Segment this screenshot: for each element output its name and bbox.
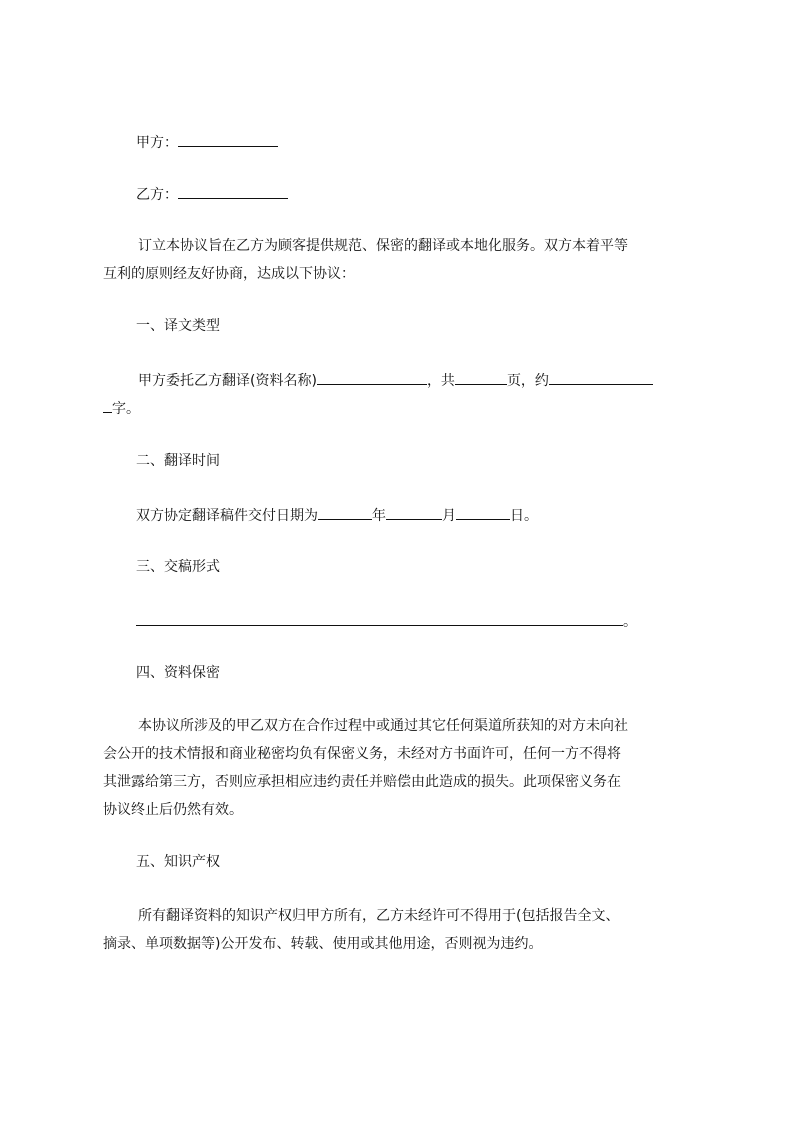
year-blank[interactable] [318,505,372,520]
section-3-line [136,611,637,632]
doc-name-blank[interactable] [317,370,427,385]
s1-text-b: ，共 [426,373,455,389]
section-4-line-2: 会公开的技术情报和商业秘密均负有保密义务，未经对方书面许可，任何一方不得将 [103,746,621,762]
pages-blank[interactable] [455,370,507,385]
s2-text-a: 双方协定翻译稿件交付日期为 [136,508,318,524]
party-b-line [136,184,288,205]
s1-text-a: 甲方委托乙方翻译(资料名称) [138,373,317,389]
party-a-line [136,132,278,153]
intro-line-2: 互利的原则经友好协商，达成以下协议： [103,266,355,282]
s3-period: 。 [623,614,637,630]
section-4-line-4: 协议终止后仍然有效。 [103,802,243,818]
party-b-label: 乙方： [136,187,178,203]
section-2-line [136,505,538,526]
party-a-blank[interactable] [178,132,278,147]
section-3-heading: 三、交稿形式 [136,559,220,575]
section-5-line-2: 摘录、单项数据等)公开发布、转载、使用或其他用途，否则视为违约。 [103,936,543,952]
month-blank[interactable] [386,505,442,520]
s1-text-c: 页，约 [506,373,549,389]
section-2-heading: 二、翻译时间 [136,453,220,469]
section-5-heading: 五、知识产权 [136,854,220,870]
intro-line-1: 订立本协议旨在乙方为顾客提供规范、保密的翻译或本地化服务。双方本着平等 [138,238,628,254]
section-5-line-1: 所有翻译资料的知识产权归甲方所有，乙方未经许可不得用于(包括报告全文、 [138,908,620,924]
month-label: 月 [442,508,456,524]
section-1-line-2 [103,398,140,419]
party-b-blank[interactable] [178,184,288,199]
year-label: 年 [372,508,386,524]
words-blank-cont[interactable] [103,398,112,413]
day-label: 日。 [510,508,538,524]
section-1-line-1 [138,370,653,391]
s1-text-d: 字。 [112,401,140,417]
section-1-heading: 一、译文类型 [136,318,220,334]
section-4-heading: 四、资料保密 [136,665,220,681]
day-blank[interactable] [456,505,510,520]
section-4-line-3: 其泄露给第三方，否则应承担相应违约责任并赔偿由此造成的损失。此项保密义务在 [103,774,621,790]
delivery-form-blank[interactable] [136,611,623,626]
section-4-line-1: 本协议所涉及的甲乙双方在合作过程中或通过其它任何渠道所获知的对方未向社 [138,718,628,734]
words-blank[interactable] [549,370,653,385]
party-a-label: 甲方： [136,135,178,151]
